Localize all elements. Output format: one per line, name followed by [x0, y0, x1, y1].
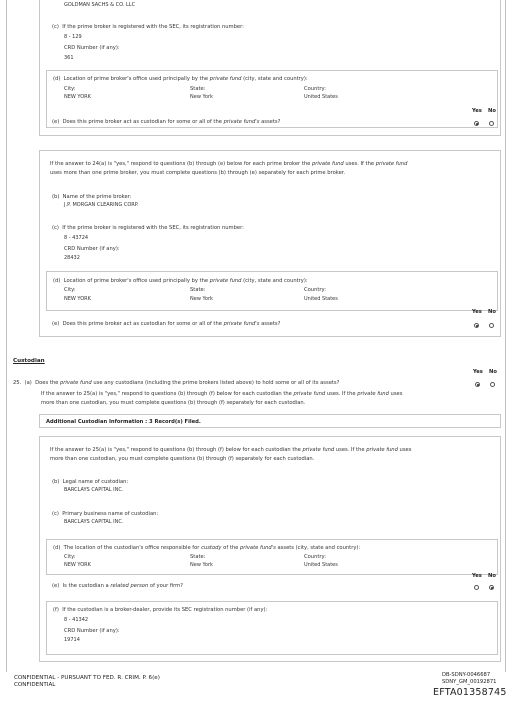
- yes-column-header: Yes: [473, 369, 483, 375]
- custodian-instruction-line1: If the answer to 25(a) is "yes," respond to questions (b) through (f) below for each custodian the private fund uses. If the private fund uses: [50, 447, 412, 453]
- custodian-section-heading: Custodian: [13, 358, 45, 364]
- location-question: (d) Location of prime broker's office used principally by the private fund (city, state and country):: [53, 278, 308, 284]
- sec-registration-number: 8 - 43724: [64, 235, 89, 241]
- footer-bates-db: DB-SDNY-0046687: [442, 672, 491, 678]
- sec-registration-question: (c) If the prime broker is registered with the SEC, its registration number:: [52, 24, 244, 30]
- q25-instruction-line2: more than one custodian, you must complete questions (b) through (f) separately for each custodian.: [41, 400, 306, 406]
- location-question: (d) Location of prime broker's office used principally by the private fund (city, state and country):: [53, 76, 308, 82]
- custodian-no-radio[interactable]: [489, 121, 494, 126]
- state-value: New York: [190, 562, 213, 568]
- business-name-value: BARCLAYS CAPITAL INC.: [64, 519, 124, 525]
- custodian-location-subbox: [46, 539, 498, 575]
- prime-broker-instruction-line1: If the answer to 24(a) is "yes," respond to questions (b) through (e) below for each prime broker the private fund uses. If the private fund: [50, 161, 408, 167]
- no-column-header: No: [488, 108, 496, 114]
- footer-confidential-line2: CONFIDENTIAL: [14, 682, 56, 688]
- state-label: State:: [190, 287, 206, 293]
- country-label: Country:: [304, 287, 326, 293]
- city-label: City:: [64, 287, 76, 293]
- custodian-instruction-line2: more than one custodian, you must complete questions (b) through (f) separately for each custodian.: [50, 456, 315, 462]
- sec-registration-number: 8 - 129: [64, 34, 82, 40]
- q25a-no-radio[interactable]: [490, 382, 495, 387]
- prime-broker-name-value: GOLDMAN SACHS & CO. LLC: [64, 2, 136, 8]
- city-value: NEW YORK: [64, 94, 91, 100]
- broker-dealer-question: (f) If the custodian is a broker-dealer, provide its SEC registration number (if any):: [53, 607, 268, 613]
- q25a-yes-radio[interactable]: [475, 382, 480, 387]
- no-column-header: No: [488, 309, 496, 315]
- legal-name-question: (b) Legal name of custodian:: [52, 479, 129, 485]
- footer-bates-sdny: SDNY_GM_00192871: [442, 679, 497, 685]
- yes-column-header: Yes: [472, 573, 482, 579]
- state-label: State:: [190, 86, 206, 92]
- country-label: Country:: [304, 554, 326, 560]
- additional-custodian-info-label: Additional Custodian Information : 3 Record(s) Filed.: [46, 419, 201, 425]
- business-name-question: (c) Primary business name of custodian:: [52, 511, 159, 517]
- broker-name-question: (b) Name of the prime broker:: [52, 194, 132, 200]
- footer-bates-efta: EFTA01358745: [433, 687, 507, 698]
- no-column-header: No: [488, 573, 496, 579]
- additional-custodian-info-bar: [39, 414, 501, 428]
- yes-column-header: Yes: [472, 108, 482, 114]
- broker-dealer-subbox: [46, 601, 498, 655]
- question-25a: 25. (a) Does the private fund use any custodians (including the prime brokers listed above) to hold some or all of its assets?: [13, 380, 340, 386]
- state-label: State:: [190, 554, 206, 560]
- crd-number-value: 19714: [64, 637, 80, 643]
- related-person-no-radio[interactable]: [489, 585, 494, 590]
- crd-number-label: CRD Number (if any):: [64, 246, 120, 252]
- related-person-yes-radio[interactable]: [474, 585, 479, 590]
- custodian-yes-radio[interactable]: [474, 323, 479, 328]
- city-value: NEW YORK: [64, 562, 91, 568]
- prime-broker-instruction-line2: uses more than one prime broker, you must complete questions (b) through (e) separately for each prime broker.: [50, 170, 346, 176]
- custodian-question: (e) Does this prime broker act as custodian for some or all of the private fund's assets?: [52, 119, 281, 125]
- state-value: New York: [190, 94, 213, 100]
- legal-name-value: BARCLAYS CAPITAL INC.: [64, 487, 124, 493]
- location-subbox: [46, 271, 498, 311]
- custodian-no-radio[interactable]: [489, 323, 494, 328]
- custodian-location-question: (d) The location of the custodian's office responsible for custody of the private fund's assets (city, state and country):: [53, 545, 361, 551]
- country-label: Country:: [304, 86, 326, 92]
- city-label: City:: [64, 554, 76, 560]
- prime-broker-record-goldman: [39, 0, 501, 136]
- yes-column-header: Yes: [472, 309, 482, 315]
- prime-broker-name-value: J.P. MORGAN CLEARING CORP.: [64, 202, 139, 208]
- sec-registration-question: (c) If the prime broker is registered with the SEC, its registration number:: [52, 225, 244, 231]
- crd-number-value: 361: [64, 55, 74, 61]
- crd-number-label: CRD Number (if any):: [64, 45, 120, 51]
- state-value: New York: [190, 296, 213, 302]
- country-value: United States: [304, 94, 338, 100]
- prime-broker-record-jpmorgan: [39, 150, 501, 337]
- no-column-header: No: [489, 369, 497, 375]
- custodian-question: (e) Does this prime broker act as custodian for some or all of the private fund's assets?: [52, 321, 281, 327]
- broker-dealer-sec-number: 8 - 41342: [64, 617, 89, 623]
- city-label: City:: [64, 86, 76, 92]
- q25-instruction-line1: If the answer to 25(a) is "yes," respond to questions (b) through (f) below for each custodian the private fund uses. If the private fund uses: [41, 391, 403, 397]
- footer-confidential-line1: CONFIDENTIAL - PURSUANT TO FED. R. CRIM. P. 6(e): [14, 675, 160, 681]
- country-value: United States: [304, 562, 338, 568]
- custodian-yes-radio[interactable]: [474, 121, 479, 126]
- custodian-record: [39, 436, 501, 662]
- crd-number-value: 28432: [64, 255, 80, 261]
- form-page: [6, 0, 506, 672]
- related-person-question: (e) Is the custodian a related person of your firm?: [52, 583, 183, 589]
- country-value: United States: [304, 296, 338, 302]
- crd-number-label: CRD Number (if any):: [64, 628, 120, 634]
- city-value: NEW YORK: [64, 296, 91, 302]
